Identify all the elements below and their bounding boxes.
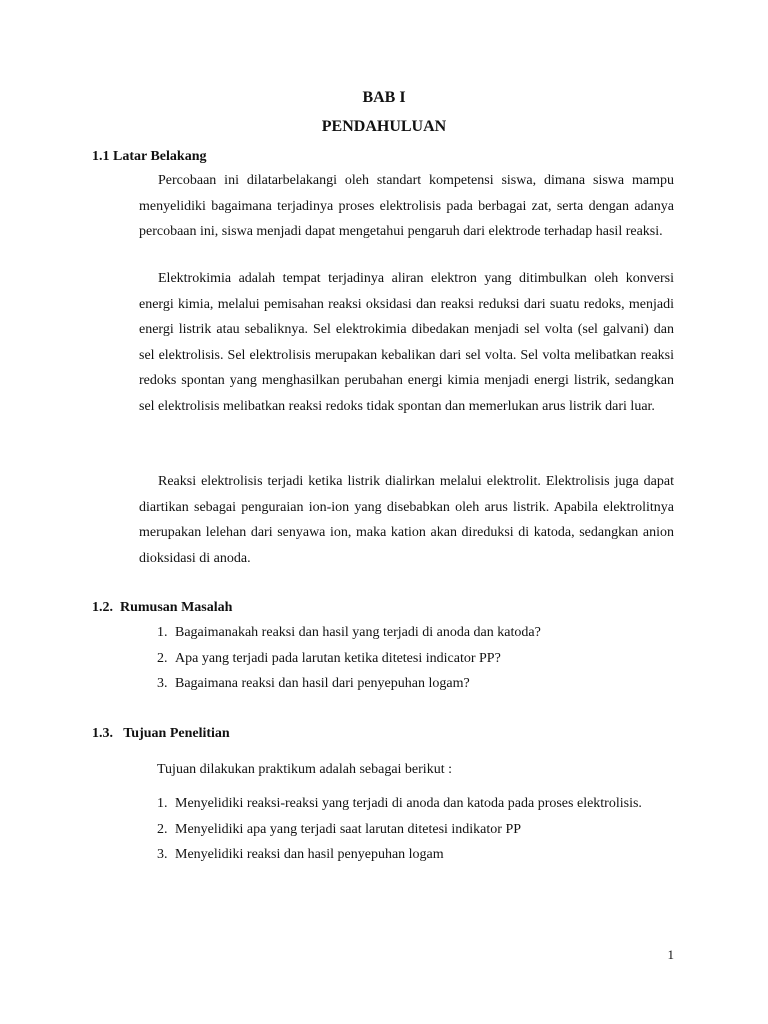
list-item: 3. Bagaimana reaksi dan hasil dari penyepuhan logam? xyxy=(157,676,470,691)
tujuan-list xyxy=(157,791,674,868)
paragraph-2: Elektrokimia adalah tempat terjadinya aliran elektron yang ditimbulkan oleh konversi energi kimia, melalui pemisahan reaksi oksidasi dan reaksi reduksi dari suatu redoks, menjadi energi listrik atau sebaliknya. Sel elektrokimia dibedakan menjadi sel volta (sel galvani) dan sel elektrolisis. Sel elektrolisis merupakan kebalikan dari sel volta. Sel volta melibatkan reaksi redoks spontan yang menghasilkan perubahan energi kimia menjadi energi listrik, sedangkan sel elektrolisis melibatkan reaksi redoks tidak spontan dan memerlukan arus listrik dari luar. xyxy=(139,271,674,414)
section-heading-latar-belakang: 1.1 Latar Belakang xyxy=(92,149,207,164)
tujuan-intro: Tujuan dilakukan praktikum adalah sebagai berikut : xyxy=(157,762,452,777)
paragraph-3: Reaksi elektrolisis terjadi ketika listrik dialirkan melalui elektrolit. Elektrolisis juga dapat diartikan sebagai penguraian ion-ion yang disebabkan oleh arus listrik. Apabila elektrolitnya merupakan lelehan dari senyawa ion, maka kation akan direduksi di katoda, sedangkan anion dioksidasi di anoda. xyxy=(139,474,674,566)
section-heading-tujuan-penelitian: 1.3. Tujuan Penelitian xyxy=(92,726,230,741)
rumusan-masalah-list xyxy=(157,620,674,697)
section-heading-rumusan-masalah: 1.2. Rumusan Masalah xyxy=(92,600,233,615)
page-number: 1 xyxy=(667,947,674,962)
list-item: 2. Menyelidiki apa yang terjadi saat larutan ditetesi indikator PP xyxy=(157,821,522,837)
paragraph-1: Percobaan ini dilatarbelakangi oleh standart kompetensi siswa, dimana siswa mampu menyelidiki bagaimana terjadinya proses elektrolisis pada berbagai zat, serta dengan adanya percobaan ini, siswa menjadi dapat mengetahui pengaruh dari elektrode terhadap hasil reaksi. xyxy=(139,173,674,239)
chapter-label: BAB I xyxy=(362,89,406,106)
list-item: 3. Menyelidiki reaksi dan hasil penyepuhan logam xyxy=(157,847,444,862)
chapter-title: PENDAHULUAN xyxy=(321,118,447,135)
list-item: 1. Bagaimanakah reaksi dan hasil yang terjadi di anoda dan katoda? xyxy=(157,625,541,640)
list-item: 2. Apa yang terjadi pada larutan ketika ditetesi indicator PP? xyxy=(157,650,501,666)
list-item: 1. Menyelidiki reaksi-reaksi yang terjadi di anoda dan katoda pada proses elektrolisis. xyxy=(157,796,642,811)
